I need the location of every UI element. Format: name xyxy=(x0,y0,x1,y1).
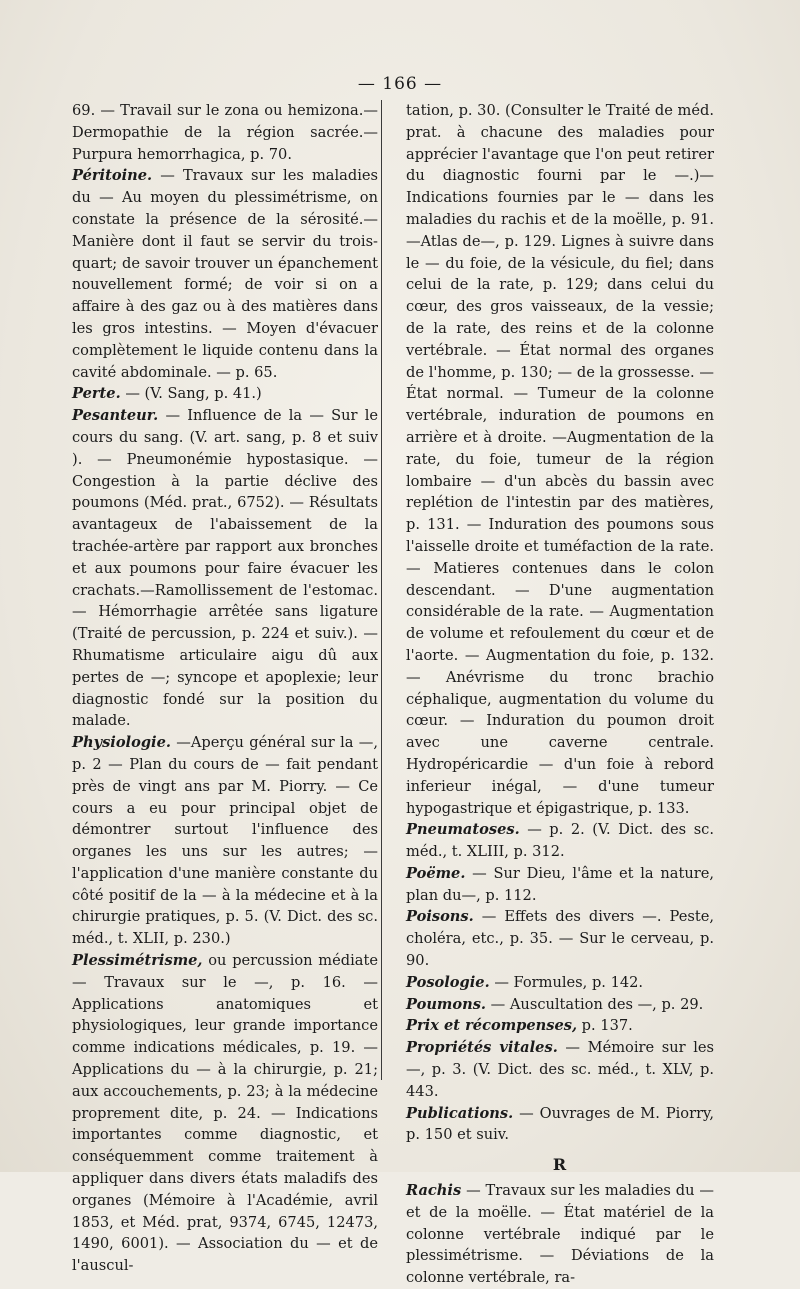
entry-term: Rachis xyxy=(406,1182,462,1200)
entry-term: Poëme. xyxy=(406,864,466,882)
index-entry xyxy=(406,994,714,1016)
index-entry xyxy=(72,383,378,405)
index-entry xyxy=(72,732,378,950)
entry-term: Perte. xyxy=(72,385,121,403)
entry-text: — Effets des divers —. Peste, choléra, etc., p. 35. — Sur le cerveau, p. 90. xyxy=(406,908,714,970)
column-divider xyxy=(381,100,382,1080)
entry-term: Pesanteur. xyxy=(72,407,159,425)
entry-text: — Ouvrages de M. Piorry, p. 150 et suiv. xyxy=(406,1104,714,1144)
entry-term: Prix et récompenses, xyxy=(406,1017,578,1035)
page-number: — 166 — xyxy=(357,74,443,94)
entry-text: — Sur Dieu, l'âme et la nature, plan du—, p. 112. xyxy=(406,864,714,904)
index-entry xyxy=(72,950,378,1277)
entry-text: p. 137. xyxy=(581,1017,633,1035)
index-entry xyxy=(406,906,714,971)
entry-term: Publications. xyxy=(406,1104,514,1122)
entry-text: — Formules, p. 142. xyxy=(494,973,644,991)
entry-term: Pneumatoses. xyxy=(406,821,520,839)
entry-term: Posologie. xyxy=(406,973,490,991)
entry-term: Poisons. xyxy=(406,908,474,926)
entry-text: — Travaux sur les maladies du — Au moyen du plessimétrisme, on constate la présence de la sérosité.—Manière dont il faut se servir du trois-quart; de savoir trouver un épanchement nouvellement formé; de voir si on a affaire à des gaz ou à des matières dans les gros intestins. — Moyen d'évacuer complètement le liquide contenu dans la cavité abdominale. — p. 65. xyxy=(72,167,378,381)
left-column xyxy=(72,100,378,1277)
entry-text: — Influence de la — Sur le cours du sang. (V. art. sang, p. 8 et suiv ). — Pneumonémie hypostasique. — Congestion à la partie déclive des poumons (Méd. prat., 6752). — Résultats avantageux de l'abaissement de la trachée-artère par rapport aux bronches et aux poumons pour faire évacuer les crachats.—Ramollissement de l'estomac. — Hémorrhagie arrêtée sans ligature (Traité de percussion, p. 224 et suiv.). — Rhumatisme articulaire aigu dû aux pertes de —; syncope et apoplexie; leur diagnostic fondé sur la position du malade. xyxy=(72,407,379,730)
entry-text: — Mémoire sur les —, p. 3. (V. Dict. des sc. méd., t. XLV, p. 443. xyxy=(406,1039,715,1100)
index-entry xyxy=(406,863,714,907)
entry-term: Poumons. xyxy=(406,995,487,1013)
entry-term: Plessimétrisme, xyxy=(72,952,203,970)
index-entry xyxy=(72,405,378,732)
index-entry xyxy=(406,819,714,863)
index-entry xyxy=(406,972,714,994)
entry-text: — Auscultation des —, p. 29. xyxy=(490,995,704,1013)
entry-text: ou percussion médiate — Travaux sur le —, p. 16. — Applications anatomiques et physiologiques, leur grande importance comme indications médicales, p. 19. — Applications du — à la chirurgie, p. 21; aux accouchements, p. 23; à la médecine proprement dite, p. 24. — Indications importantes comme diagnostic, et conséquemment comme traitement à appliquer dans divers états maladifs des organes (Mémoire à l'Académie, avril 1853, et Méd. prat, 9374, 6745, 12473, 1490, 6001). — Association du — et de l'auscul- xyxy=(72,952,378,1275)
index-entry xyxy=(406,100,714,819)
entry-text: 69. — Travail sur le zona ou hemizona.— Dermopathie de la région sacrée.—Purpura hemorrhagica, p. 70. xyxy=(72,102,378,163)
index-entry xyxy=(406,1103,714,1147)
entry-term: Propriétés vitales. xyxy=(406,1039,558,1057)
index-entry xyxy=(406,1037,714,1102)
right-column xyxy=(406,100,714,1289)
index-entry xyxy=(406,1180,714,1289)
entry-text: — (V. Sang, p. 41.) xyxy=(125,385,262,403)
section-letter: R xyxy=(552,1155,568,1175)
entry-text: —Aperçu général sur la —, p. 2 — Plan du cours de — fait pendant près de vingt ans par M. Piorry. — Ce cours a eu pour principal objet de démontrer surtout l'influence des organes les uns sur les autres; — l'application d'une manière constante du côté positif de la — à la médecine et à la chirurgie pratiques, p. 5. (V. Dict. des sc. méd., t. XLII, p. 230.) xyxy=(72,734,378,948)
entry-term: Péritoine. xyxy=(72,167,153,185)
entry-text: — Travaux sur les maladies du — et de la moëlle. — État matériel de la colonne vertébrale indiqué par le plessimétrisme. — Déviations de la colonne vertébrale, ra- xyxy=(406,1182,714,1287)
index-entry xyxy=(72,165,378,383)
index-entry xyxy=(406,1015,714,1037)
index-entry xyxy=(72,100,378,165)
entry-text: — p. 2. (V. Dict. des sc. méd., t. XLIII, p. 312. xyxy=(406,821,714,861)
entry-text: tation, p. 30. (Consulter le Traité de méd. prat. à chacune des maladies pour apprécier l'avantage que l'on peut retirer du diagnostic fourni par le —.)—Indications fournies par le — dans les maladies du rachis et de la moëlle, p. 91. —Atlas de—, p. 129. Lignes à suivre dans le — du foie, de la vésicule, du fiel; dans celui de la rate, p. 129; dans celui du cœur, des gros vaisseaux, de la vessie; de la rate, des reins et de la colonne vertébrale. — État normal des organes de l'homme, p. 130; — de la grossesse. — État normal. — Tumeur de la colonne vertébrale, induration de poumons en arrière et à droite. —Augmentation de la rate, du foie, tumeur de la région lombaire — d'un abcès du bassin avec replétion de l'intestin par des matières, p. 131. — Induration des poumons sous l'aisselle droite et tuméfaction de la rate.— Matieres contenues dans le colon descendant. — D'une augmentation considérable de la rate. — Augmentation de volume et refoulement du cœur et de l'aorte. — Augmentation du foie, p. 132. — Anévrisme du tronc brachio céphalique, augmentation du volume du cœur. — Induration du poumon droit avec une caverne centrale. Hydropéricardie — d'un foie à rebord inferieur inégal, — d'une tumeur hypogastrique et épigastrique, p. 133. xyxy=(406,102,714,817)
entry-term: Physiologie. xyxy=(72,734,171,752)
